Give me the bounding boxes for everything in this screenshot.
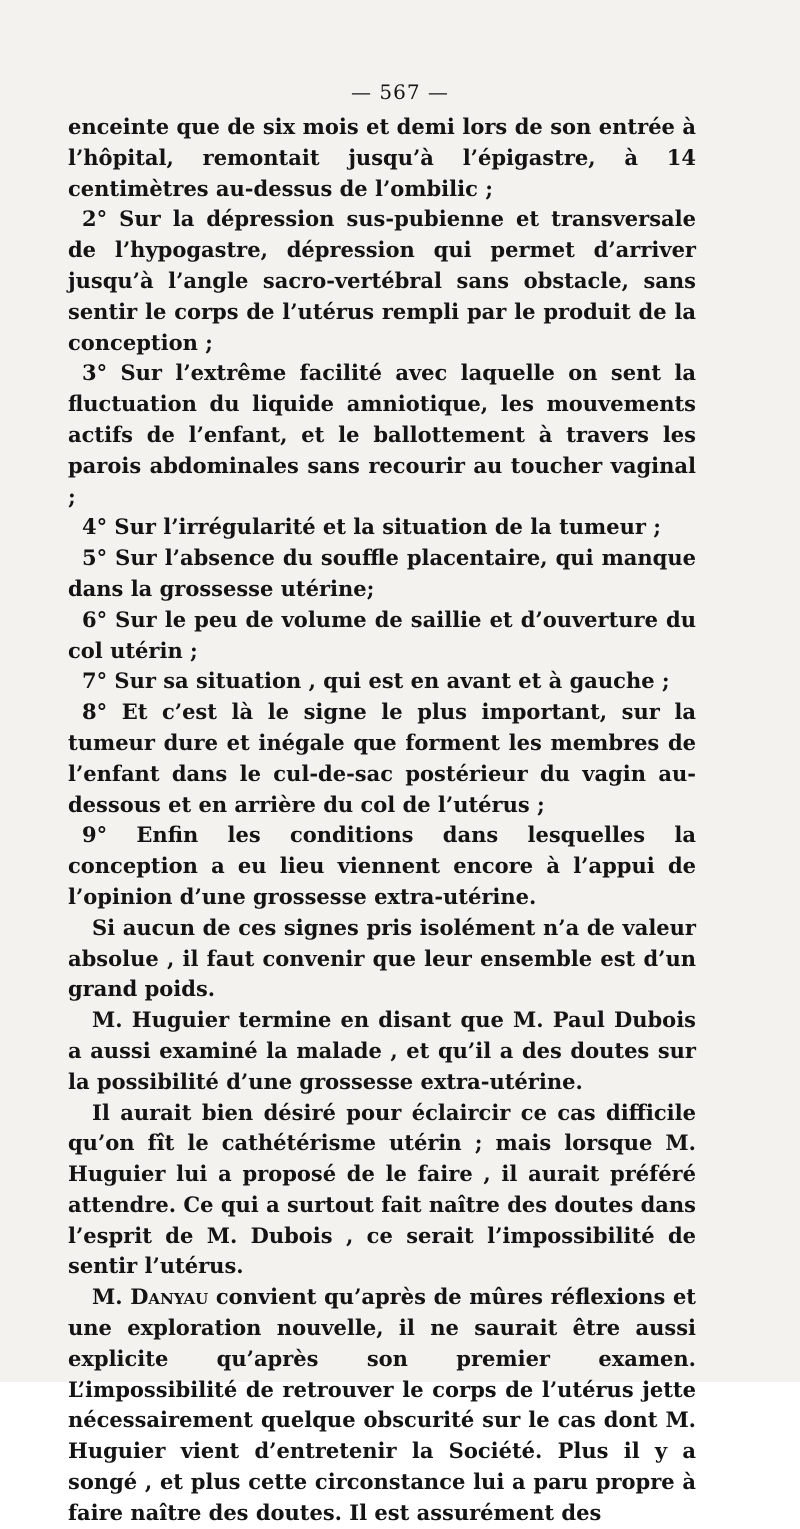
body-text — [68, 112, 696, 1529]
list-item-2: 2° Sur la dépression sus-pubienne et transversale de l’hypogastre, dépression qui permet d’arriver jusqu’à l’angle sacro-vertébral sans obstacle, sans sentir le corps de l’utérus rempli par le produit de la conception ; — [68, 206, 696, 355]
paragraph-signs: Si aucun de ces signes pris isolément n’a de valeur absolue , il faut convenir que leur ensemble est d’un grand poids. — [68, 914, 696, 1002]
page-number: — 567 — — [351, 80, 449, 104]
paragraph-dubois: Il aurait bien désiré pour éclaircir ce cas difficile qu’on fît le cathétérisme utérin ; mais lorsque M. Huguier lui a proposé de le faire , il aurait préféré attendre. Ce qui a surtout fait naître des doutes dans l’esprit de M. Dubois , ce serait l’impossibilité de sentir l’utérus. — [68, 1099, 696, 1279]
list-item-8: 8° Et c’est là le signe le plus important, sur la tumeur dure et inégale que forment les membres de l’enfant dans le cul-de-sac postérieur du vagin au-dessous et en arrière du col de l’utérus ; — [68, 699, 696, 817]
list-item-5: 5° Sur l’absence du souffle placentaire, qui manque dans la grossesse utérine; — [68, 545, 696, 601]
speaker-prefix: M. — [92, 1284, 131, 1310]
list-item-9: 9° Enfin les conditions dans lesquelles la conception a eu lieu viennent encore à l’appui de l’opinion d’une grossesse extra-utérine. — [68, 822, 696, 909]
paragraph-danyau-text: convient qu’après de mûres réflexions et une exploration nouvelle, il ne saurait être aussi explicite qu’après son premier examen. L’impossibilité de retrouver le corps de l’utérus jette nécessairement quelque obscurité sur le cas dont M. Huguier vient d’entretenir la Société. Plus il y a songé , et plus cette circonstance lui a paru propre à faire naître des doutes. Il est assurément des — [68, 1284, 696, 1525]
paragraph-huguier: M. Huguier termine en disant que M. Paul Dubois a aussi examiné la malade , et qu’il a des doutes sur la possibilité d’une grossesse extra-utérine. — [68, 1007, 696, 1094]
paragraph-danyau — [68, 1282, 696, 1528]
list-item-7: 7° Sur sa situation , qui est en avant et à gauche ; — [82, 668, 670, 694]
list-item-4: 4° Sur l’irrégularité et la situation de la tumeur ; — [82, 514, 662, 540]
list-item-6: 6° Sur le peu de volume de saillie et d’ouverture du col utérin ; — [68, 606, 696, 663]
paragraph-continuation: enceinte que de six mois et demi lors de son entrée à l’hôpital, remontait jusqu’à l’épigastre, à 14 centimètres au-dessus de l’ombilic ; — [68, 114, 696, 201]
speaker-name: Danyau — [130, 1284, 209, 1310]
list-item-3: 3° Sur l’extrême facilité avec laquelle on sent la fluctuation du liquide amniotique, les mouvements actifs de l’enfant, et le ballottement à travers les parois abdominales sans recourir au toucher vaginal ; — [68, 360, 696, 509]
